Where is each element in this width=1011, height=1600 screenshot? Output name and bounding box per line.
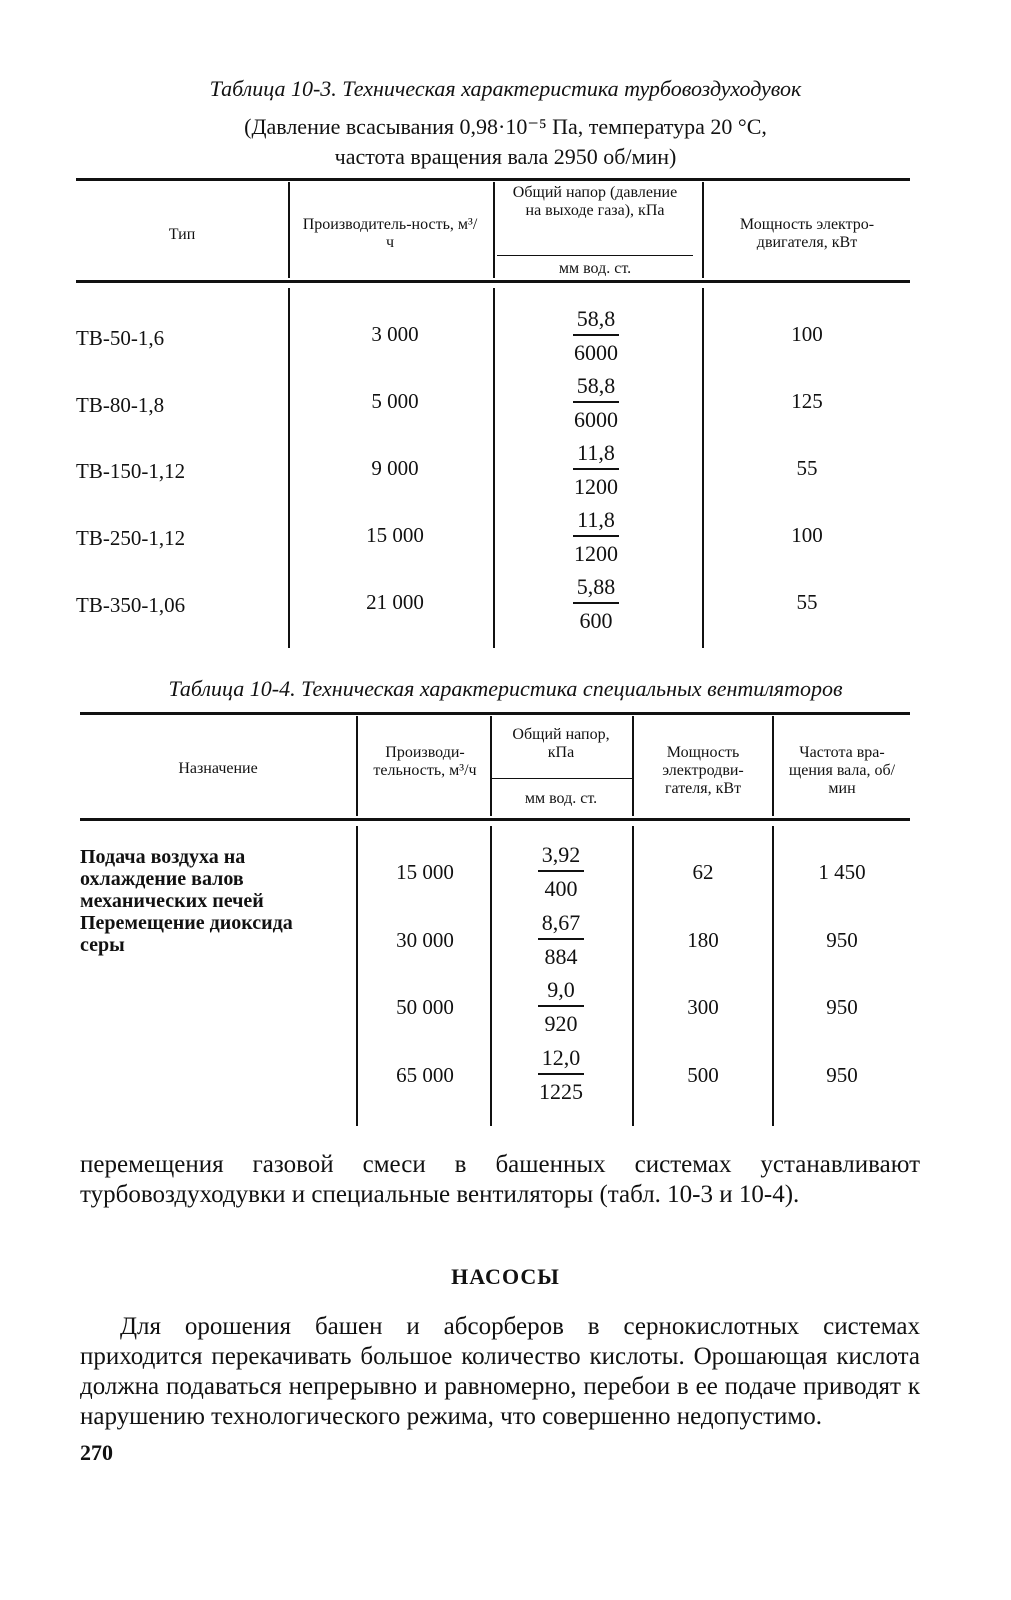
- col-divider: [493, 288, 495, 648]
- table-10-3-subcaption: [0, 112, 1011, 172]
- page-number: 270: [80, 1440, 113, 1465]
- row-head-mm: 884: [544, 944, 578, 969]
- header-capacity: Производитель-ность, м³/ч: [302, 216, 478, 251]
- row-capacity: 3 000: [371, 322, 419, 346]
- head-sub-rule: [492, 778, 632, 779]
- header-head: Общий напор (давление на выходе газа), кПа: [512, 184, 678, 219]
- col-divider: [288, 288, 290, 648]
- col-divider: [632, 716, 634, 816]
- row-head-fraction: [546, 306, 646, 366]
- body-paragraph: Для орошения башен и абсорберов в сернокислотных системах приходится перекачивать большое количество кислоты. Орошающая кислота должна подаваться непрерывно и равномерно, перебои в ее подаче приводят к нарушению технологического режима, что совершенно недопустимо.: [80, 1313, 920, 1430]
- row-capacity: 15 000: [366, 523, 424, 547]
- row-type: ТВ-350-1,06: [76, 593, 186, 617]
- subcaption-line-2: частота вращения вала 2950 об/мин): [334, 144, 677, 169]
- section-heading: НАСОСЫ: [451, 1264, 560, 1289]
- row-capacity: 5 000: [371, 389, 419, 413]
- row-head-fraction: [511, 842, 611, 902]
- row-power: 300: [687, 995, 719, 1019]
- col-divider: [356, 826, 358, 1126]
- header-power: Мощность электродви-гателя, кВт: [662, 744, 744, 797]
- col-divider: [702, 288, 704, 648]
- subcaption-line-1: (Давление всасывания 0,98·10⁻⁵ Па, температура 20 °С,: [244, 114, 767, 139]
- row-head-mm: 920: [544, 1011, 578, 1036]
- row-head-mm: 600: [579, 608, 613, 633]
- col-divider: [288, 182, 290, 278]
- row-head-fraction: [546, 507, 646, 567]
- row-head-fraction: [546, 440, 646, 500]
- row-head-fraction: [546, 373, 646, 433]
- table-10-4-caption: Таблица 10-4. Техническая характеристика специальных вентиляторов: [168, 676, 843, 701]
- row-power: 62: [692, 860, 714, 884]
- row-capacity: 21 000: [366, 590, 424, 614]
- header-speed: Частота вра-щения вала, об/мин: [788, 744, 896, 797]
- row-head-mm: 400: [544, 876, 578, 901]
- row-head-kpa: 9,0: [547, 977, 575, 1002]
- col-divider: [490, 826, 492, 1126]
- row-type: ТВ-250-1,12: [76, 526, 186, 550]
- table-10-3-caption: Таблица 10-3. Техническая характеристика турбовоздуходувок: [209, 76, 802, 101]
- row-type: ТВ-150-1,12: [76, 459, 186, 483]
- row-head-fraction: [511, 910, 611, 970]
- row-power: 100: [791, 322, 823, 346]
- col-divider: [493, 182, 495, 278]
- row-power: 125: [791, 389, 823, 413]
- row-power: 100: [791, 523, 823, 547]
- row-type: ТВ-50-1,6: [76, 326, 165, 350]
- top-rule: [80, 712, 910, 715]
- row-head-mm: 1225: [539, 1079, 583, 1104]
- row-speed: 950: [826, 1063, 858, 1087]
- row-head-mm: 6000: [574, 407, 618, 432]
- row-head-kpa: 3,92: [541, 842, 581, 867]
- header-head-sub: мм вод. ст.: [558, 260, 632, 277]
- header-head: Общий напор, кПа: [512, 726, 610, 761]
- body-paragraph: перемещения газовой смеси в башенных системах устанавливают турбовоздуходувки и специальные вентиляторы (табл. 10-3 и 10-4).: [80, 1151, 920, 1208]
- col-divider: [772, 826, 774, 1126]
- row-head-mm: 6000: [574, 340, 618, 365]
- row-head-fraction: [546, 574, 646, 634]
- header-rule: [76, 280, 910, 283]
- row-head-kpa: 58,8: [576, 306, 616, 331]
- row-speed: 950: [826, 928, 858, 952]
- purpose-text: Подача воздуха на охлаждение валов механических печей Перемещение диоксида серы: [80, 846, 293, 956]
- row-head-kpa: 8,67: [541, 910, 581, 935]
- row-head-kpa: 58,8: [576, 373, 616, 398]
- row-capacity: 9 000: [371, 456, 419, 480]
- col-divider: [490, 716, 492, 816]
- head-sub-rule: [497, 255, 693, 256]
- row-head-kpa: 11,8: [577, 440, 615, 465]
- header-type: Тип: [168, 226, 196, 243]
- row-head-kpa: 5,88: [576, 574, 616, 599]
- header-purpose: Назначение: [178, 760, 258, 777]
- col-divider: [702, 182, 704, 278]
- row-head-mm: 1200: [574, 474, 618, 499]
- row-capacity: 50 000: [396, 995, 454, 1019]
- row-power: 500: [687, 1063, 719, 1087]
- row-head-kpa: 11,8: [577, 507, 615, 532]
- header-power: Мощность электро-двигателя, кВт: [739, 216, 875, 251]
- row-power: 180: [687, 928, 719, 952]
- row-power: 55: [796, 456, 818, 480]
- row-head-fraction: [511, 977, 611, 1037]
- header-capacity: Производи-тельность, м³/ч: [373, 744, 477, 779]
- row-speed: 1 450: [818, 860, 866, 884]
- col-divider: [356, 716, 358, 816]
- row-capacity: 65 000: [396, 1063, 454, 1087]
- row-capacity: 30 000: [396, 928, 454, 952]
- row-head-mm: 1200: [574, 541, 618, 566]
- row-head-kpa: 12,0: [541, 1045, 581, 1070]
- row-type: ТВ-80-1,8: [76, 393, 165, 417]
- row-power: 55: [796, 590, 818, 614]
- top-rule: [76, 178, 910, 181]
- header-head-sub: мм вод. ст.: [524, 790, 598, 807]
- col-divider: [772, 716, 774, 816]
- row-head-fraction: [511, 1045, 611, 1105]
- header-rule: [80, 818, 910, 821]
- col-divider: [632, 826, 634, 1126]
- row-capacity: 15 000: [396, 860, 454, 884]
- row-speed: 950: [826, 995, 858, 1019]
